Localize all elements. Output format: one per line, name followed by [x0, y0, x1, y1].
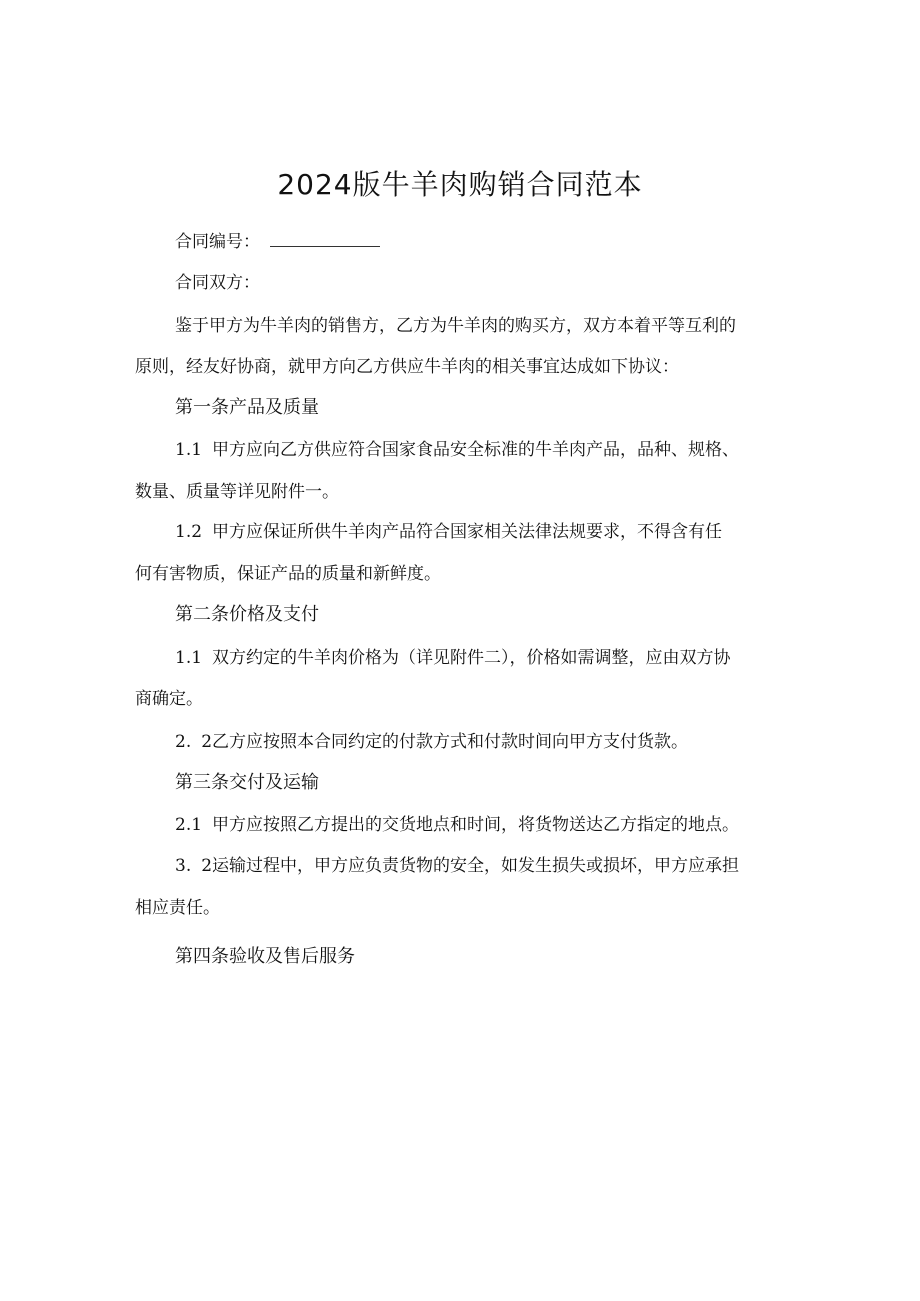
- preamble-line-1: 鉴于甲方为牛羊肉的销售方，乙方为牛羊肉的购买方，双方本着平等互利的: [175, 316, 736, 336]
- clause-text: 甲方应保证所供牛羊肉产品符合国家相关法律法规要求，不得含有任: [212, 522, 723, 542]
- article-3-clause-2-line-1: [175, 853, 795, 879]
- clause-number: 2.1: [175, 815, 203, 835]
- article-1-clause-2-line-2: 何有害物质，保证产品的质量和新鲜度。: [135, 564, 441, 584]
- contract-number-blank: [270, 230, 380, 247]
- document-title: 2024版牛羊肉购销合同范本: [277, 168, 643, 201]
- preamble-line-2: 原则，经友好协商，就甲方向乙方供应牛羊肉的相关事宜达成如下协议：: [135, 357, 679, 377]
- article-2-heading: 第二条价格及支付: [175, 604, 319, 625]
- article-2-clause-2-line-1: [175, 729, 795, 755]
- article-1-heading: 第一条产品及质量: [175, 397, 319, 418]
- clause-number: 1.1: [175, 440, 203, 460]
- clause-number: 2.: [175, 732, 192, 752]
- clause-number: 3.: [175, 856, 192, 876]
- article-2-clause-1-line-1: [175, 645, 795, 671]
- contract-parties-label: 合同双方：: [175, 273, 260, 293]
- article-4-heading: 第四条验收及售后服务: [175, 946, 355, 967]
- clause-number: 1.1: [175, 648, 203, 668]
- clause-text: 2运输过程中，甲方应负责货物的安全，如发生损失或损坏，甲方应承担: [201, 856, 740, 876]
- clause-text: 双方约定的牛羊肉价格为（详见附件二），价格如需调整，应由双方协: [212, 648, 731, 668]
- clause-number: 1.2: [175, 522, 203, 542]
- article-3-clause-1-line-1: [175, 812, 795, 838]
- article-3-heading: 第三条交付及运输: [175, 772, 319, 793]
- contract-number-label: 合同编号：: [175, 232, 260, 252]
- article-1-clause-2-line-1: [175, 519, 795, 545]
- contract-number-line: [175, 229, 795, 255]
- article-3-clause-2-line-2: 相应责任。: [135, 898, 220, 918]
- article-1-clause-1-line-2: 数量、质量等详见附件一。: [135, 482, 339, 502]
- clause-text: 甲方应向乙方供应符合国家食品安全标准的牛羊肉产品，品种、规格、: [212, 440, 740, 460]
- article-1-clause-1-line-1: [175, 437, 795, 463]
- article-2-clause-1-line-2: 商确定。: [135, 689, 203, 709]
- clause-text: 2乙方应按照本合同约定的付款方式和付款时间向甲方支付货款。: [201, 732, 689, 752]
- clause-text: 甲方应按照乙方提出的交货地点和时间，将货物送达乙方指定的地点。: [212, 815, 740, 835]
